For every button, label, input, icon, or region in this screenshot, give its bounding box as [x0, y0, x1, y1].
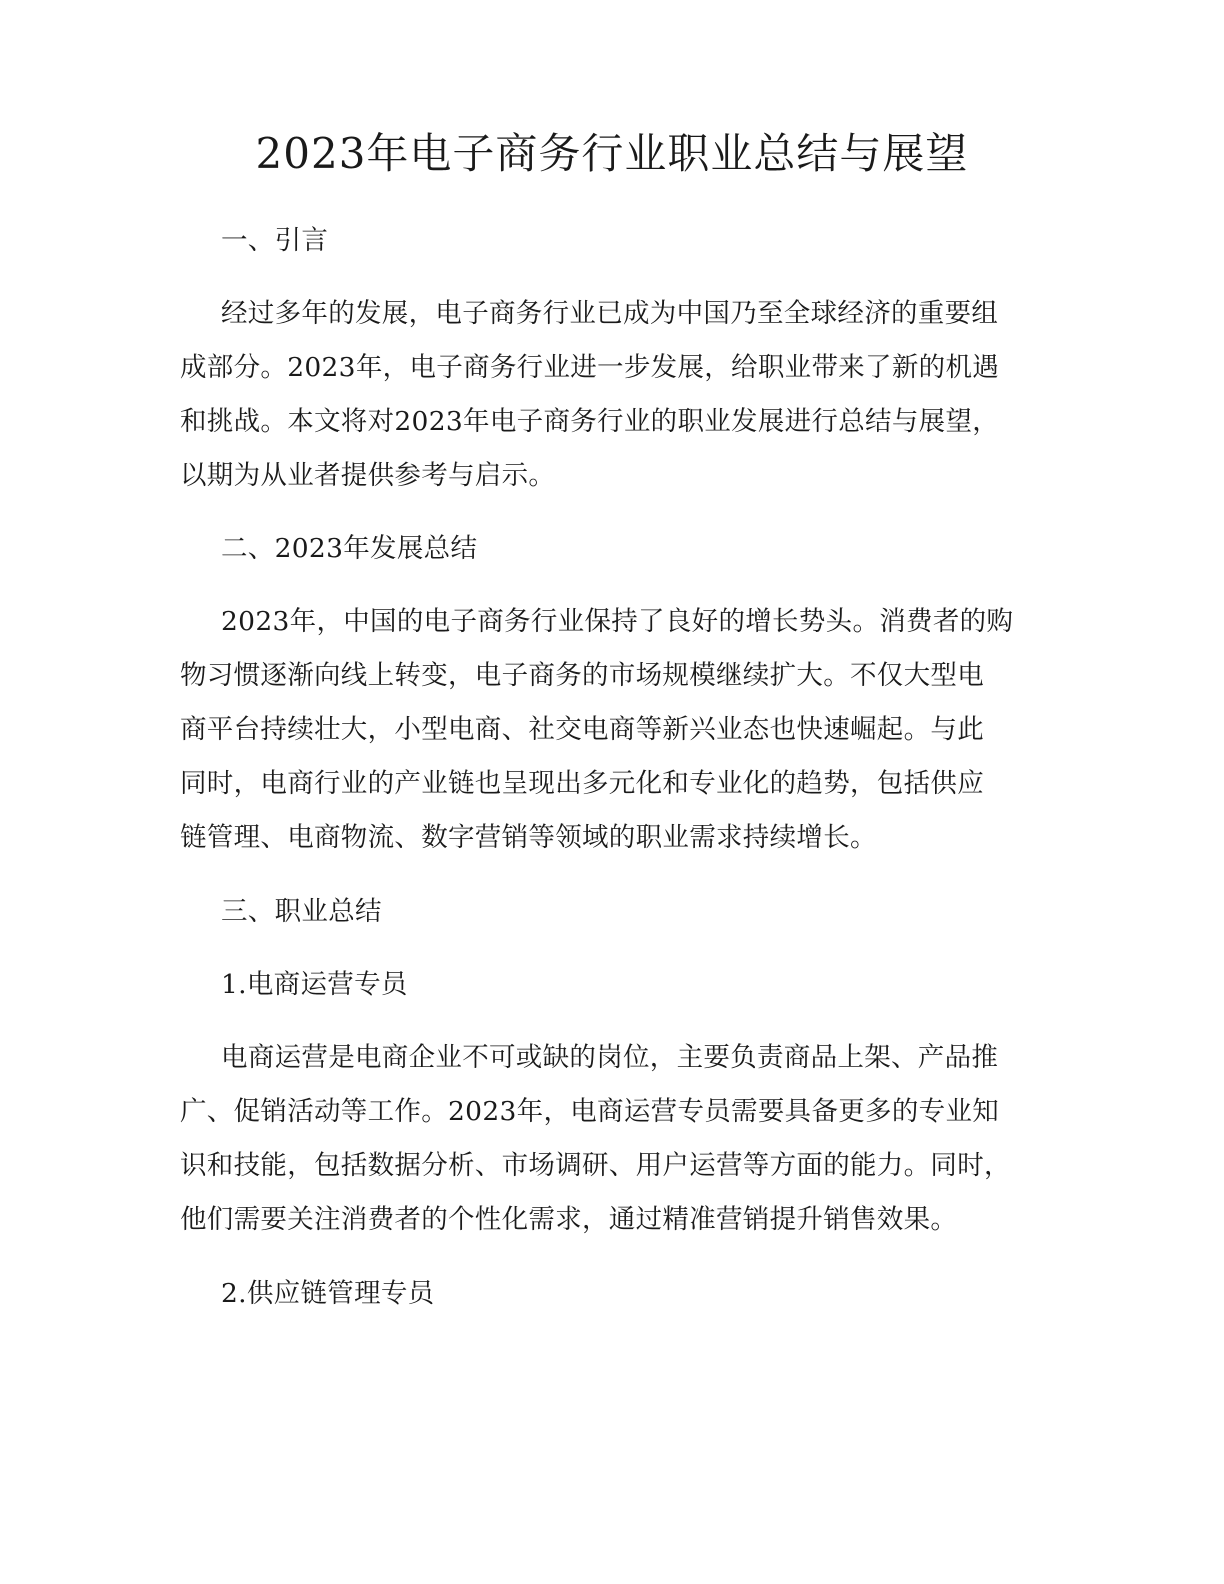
paragraph-line: 以期为从业者提供参考与启示。 — [180, 460, 556, 491]
paragraph-line: 物习惯逐渐向线上转变，电子商务的市场规模继续扩大。不仅大型电 — [180, 660, 984, 691]
paragraph-line: 经过多年的发展，电子商务行业已成为中国乃至全球经济的重要组 — [221, 298, 999, 329]
paragraph-line: 电商运营是电商企业不可或缺的岗位，主要负责商品上架、产品推 — [221, 1042, 999, 1073]
paragraph-line: 和挑战。本文将对2023年电子商务行业的职业发展进行总结与展望， — [180, 406, 1000, 437]
paragraph-line: 广、促销活动等工作。2023年，电商运营专员需要具备更多的专业知 — [180, 1096, 1000, 1127]
paragraph-line: 他们需要关注消费者的个性化需求，通过精准营销提升销售效果。 — [180, 1204, 958, 1235]
section-heading-development-summary: 二、2023年发展总结 — [221, 533, 478, 564]
paragraph-line: 商平台持续壮大，小型电商、社交电商等新兴业态也快速崛起。与此 — [180, 714, 984, 745]
subsection-heading-ecommerce-operations: 1.电商运营专员 — [221, 969, 408, 1000]
paragraph-line: 同时，电商行业的产业链也呈现出多元化和专业化的趋势，包括供应 — [180, 768, 984, 799]
section-heading-introduction: 一、引言 — [221, 225, 329, 256]
paragraph-line: 识和技能，包括数据分析、市场调研、用户运营等方面的能力。同时， — [180, 1150, 1011, 1181]
paragraph-line: 成部分。2023年，电子商务行业进一步发展，给职业带来了新的机遇 — [180, 352, 1000, 383]
paragraph-line: 2023年，中国的电子商务行业保持了良好的增长势头。消费者的购 — [221, 606, 1014, 637]
subsection-heading-supply-chain: 2.供应链管理专员 — [221, 1278, 435, 1309]
section-heading-career-summary: 三、职业总结 — [221, 896, 382, 927]
paragraph-line: 链管理、电商物流、数字营销等领域的职业需求持续增长。 — [180, 822, 877, 853]
document-title: 2023年电子商务行业职业总结与展望 — [255, 129, 969, 178]
